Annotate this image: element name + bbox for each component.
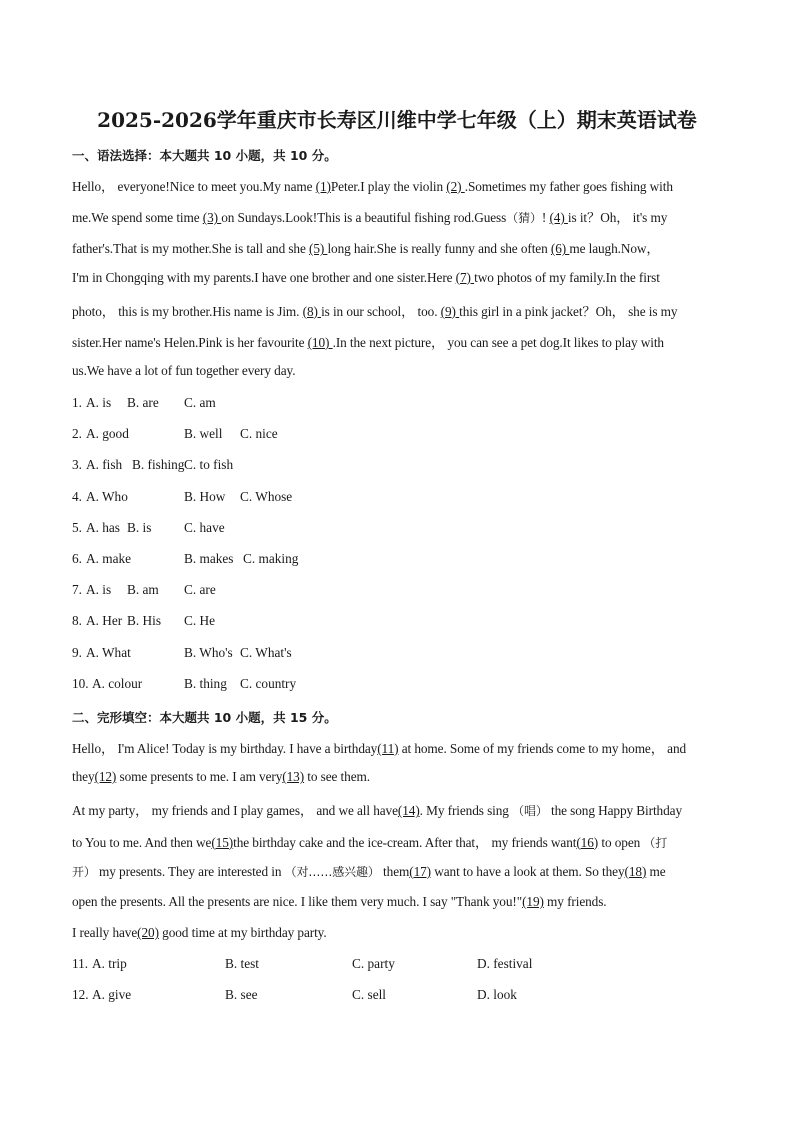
passage-text: two photos of my family.In the first bbox=[474, 269, 660, 285]
passage-text: At my party， my friends and I play games， and we all have bbox=[72, 803, 398, 819]
passage-text: I really have bbox=[72, 925, 138, 941]
blank-number: (17) bbox=[409, 863, 432, 879]
question-number: 7. bbox=[72, 582, 82, 598]
passage-text: .In the next picture， you can see a pet dog.It likes to play with bbox=[332, 335, 664, 350]
question-number: 2. bbox=[72, 426, 82, 442]
passage-text: photo， this is my brother.His name is Jim. bbox=[72, 303, 303, 319]
passage-text: me.We spend some time bbox=[72, 210, 203, 226]
question-number: 5. bbox=[72, 519, 82, 535]
passage-text: Hello， everyone!Nice to meet you.My name bbox=[72, 179, 316, 194]
passage-text: ! bbox=[541, 210, 550, 226]
passage-text: on Sundays.Look!This is a beautiful fishing rod.Guess bbox=[221, 210, 507, 226]
passage-text: is it？Oh， it's my bbox=[567, 210, 668, 226]
blank-number: (2) bbox=[446, 179, 465, 194]
question-number: 11. bbox=[72, 956, 89, 971]
passage-text: father's.That is my mother.She is tall and she bbox=[72, 241, 309, 257]
passage-text: the birthday cake and the ice-cream. After that， my friends want bbox=[233, 834, 577, 850]
passage-text: good time at my birthday party. bbox=[158, 925, 327, 941]
option-a[interactable]: A. is bbox=[86, 395, 112, 410]
passage-text: Peter.I play the violin bbox=[330, 179, 447, 194]
option-a[interactable]: A. fish bbox=[86, 457, 123, 473]
page-title: 2025-2026学年重庆市长寿区川维中学七年级（上）期末英语试卷 bbox=[97, 108, 697, 132]
option-b[interactable]: B. thing bbox=[184, 675, 227, 691]
option-c[interactable]: C. have bbox=[184, 519, 225, 535]
option-a[interactable]: A. give bbox=[92, 987, 132, 1003]
passage-text: at home. Some of my friends come to my home， and bbox=[398, 741, 687, 756]
gloss-text: 开） bbox=[72, 864, 96, 879]
blank-number: (13) bbox=[282, 769, 305, 785]
passage-text: to open bbox=[598, 834, 644, 850]
option-c[interactable]: C. He bbox=[184, 613, 216, 629]
s1-line bbox=[72, 301, 677, 320]
option-c[interactable]: C. sell bbox=[352, 987, 386, 1003]
blank-number: (3) bbox=[202, 210, 222, 226]
passage-text: they bbox=[72, 769, 95, 785]
question-number: 12. bbox=[72, 987, 89, 1003]
section1-heading: 一、语法选择：本大题共 10 小题，共 10 分。 bbox=[72, 148, 337, 163]
option-d[interactable]: D. festival bbox=[477, 956, 533, 971]
option-b[interactable]: B. well bbox=[184, 426, 223, 442]
option-b[interactable]: B. are bbox=[127, 395, 159, 410]
blank-number: (9) bbox=[440, 303, 460, 319]
question-number: 3. bbox=[72, 457, 82, 473]
blank-number: (12) bbox=[94, 769, 117, 785]
passage-text: me bbox=[646, 863, 666, 879]
passage-text: .Sometimes my father goes fishing with bbox=[464, 179, 673, 194]
option-b[interactable]: B. fishing bbox=[132, 457, 185, 473]
passage-text: Hello， I'm Alice! Today is my birthday. I have a birthday bbox=[72, 741, 378, 756]
blank-number: (8) bbox=[302, 303, 322, 319]
option-c[interactable]: C. making bbox=[243, 551, 299, 566]
blank-number: (6) bbox=[550, 241, 570, 257]
option-b[interactable]: B. see bbox=[225, 987, 258, 1003]
question-number: 4. bbox=[72, 488, 82, 504]
passage-text: the song Happy Birthday bbox=[547, 803, 683, 819]
option-c[interactable]: C. are bbox=[184, 582, 216, 598]
gloss-text: （唱） bbox=[512, 804, 548, 819]
option-b[interactable]: B. His bbox=[127, 613, 161, 629]
option-a[interactable]: A. has bbox=[86, 519, 120, 535]
s2-line bbox=[72, 925, 327, 941]
s2-line bbox=[72, 800, 682, 819]
passage-text: me laugh.Now， bbox=[569, 241, 660, 257]
question-number: 1. bbox=[72, 395, 82, 410]
option-c[interactable]: C. to fish bbox=[184, 457, 234, 473]
question-number: 6. bbox=[72, 551, 82, 566]
passage-text: us.We have a lot of fun together every day. bbox=[72, 363, 296, 379]
s1-line bbox=[72, 176, 673, 195]
blank-number: (4) bbox=[549, 210, 568, 226]
passage-text: want to have a look at them. So they bbox=[431, 863, 625, 879]
s1-line bbox=[72, 207, 667, 226]
passage-text: I'm in Chongqing with my parents.I have one brother and one sister.Here bbox=[72, 269, 456, 285]
blank-number: (14) bbox=[397, 803, 420, 819]
passage-text: to You to me. And then we bbox=[72, 834, 212, 850]
passage-text: sister.Her name's Helen.Pink is her favourite bbox=[72, 335, 308, 350]
option-a[interactable]: A. colour bbox=[92, 675, 143, 691]
option-a[interactable]: A. make bbox=[86, 551, 132, 566]
blank-number: (10) bbox=[307, 335, 333, 350]
s1-line bbox=[72, 332, 664, 351]
blank-number: (20) bbox=[137, 925, 159, 941]
gloss-text: （对……感兴趣） bbox=[284, 864, 380, 879]
question-number: 10. bbox=[72, 675, 89, 691]
option-a[interactable]: A. trip bbox=[92, 956, 127, 971]
option-b[interactable]: B. test bbox=[225, 956, 259, 971]
option-a[interactable]: A. good bbox=[86, 426, 129, 442]
question-number: 8. bbox=[72, 613, 82, 629]
blank-number: (11) bbox=[377, 741, 399, 756]
option-a[interactable]: A. What bbox=[86, 644, 131, 660]
option-b[interactable]: B. How bbox=[184, 488, 226, 504]
gloss-text: （打 bbox=[643, 835, 668, 850]
option-b[interactable]: B. is bbox=[127, 519, 152, 535]
passage-text: to see them. bbox=[304, 769, 370, 785]
s2-line bbox=[72, 769, 370, 785]
option-d[interactable]: D. look bbox=[477, 987, 517, 1003]
option-b[interactable]: B. am bbox=[127, 582, 159, 598]
blank-number: (5) bbox=[309, 241, 328, 257]
option-b[interactable]: B. Who's bbox=[184, 644, 233, 660]
passage-text: my presents. They are interested in bbox=[95, 863, 285, 879]
passage-text: this girl in a pink jacket？Oh， she is my bbox=[459, 303, 678, 319]
s1-line bbox=[72, 363, 295, 379]
question-number: 9. bbox=[72, 644, 82, 660]
option-c[interactable]: C. Whose bbox=[240, 488, 293, 504]
blank-number: (19) bbox=[522, 894, 544, 909]
passage-text: long hair.She is really funny and she often bbox=[327, 241, 551, 257]
option-c[interactable]: C. country bbox=[240, 675, 297, 691]
passage-text: my friends. bbox=[543, 894, 607, 909]
option-a[interactable]: A. is bbox=[86, 582, 112, 598]
option-c[interactable]: C. What's bbox=[240, 644, 292, 660]
option-a[interactable]: A. Who bbox=[86, 488, 128, 504]
option-b[interactable]: B. makes bbox=[184, 551, 234, 566]
passage-text: some presents to me. I am very bbox=[116, 769, 283, 785]
s1-line bbox=[72, 270, 660, 286]
blank-number: (18) bbox=[624, 863, 647, 879]
option-c[interactable]: C. am bbox=[184, 395, 216, 410]
blank-number: (1) bbox=[315, 179, 331, 194]
passage-text: is in our school， too. bbox=[321, 303, 441, 319]
option-c[interactable]: C. nice bbox=[240, 426, 278, 442]
s1-line bbox=[72, 238, 660, 257]
s2-line bbox=[72, 894, 607, 910]
passage-text: them bbox=[379, 863, 410, 879]
option-a[interactable]: A. Her bbox=[86, 613, 123, 629]
s2-line bbox=[72, 832, 667, 851]
s2-line bbox=[72, 863, 666, 880]
passage-text: . My friends sing bbox=[419, 803, 513, 819]
blank-number: (7) bbox=[455, 269, 475, 285]
blank-number: (16) bbox=[576, 834, 599, 850]
section2-heading: 二、完形填空：本大题共 10 小题，共 15 分。 bbox=[72, 710, 337, 725]
gloss-text: （猜） bbox=[506, 211, 542, 226]
passage-text: open the presents. All the presents are nice. I like them very much. I say "Thank you!" bbox=[72, 894, 523, 909]
blank-number: (15) bbox=[211, 834, 234, 850]
s2-line bbox=[72, 738, 686, 757]
option-c[interactable]: C. party bbox=[352, 956, 395, 971]
